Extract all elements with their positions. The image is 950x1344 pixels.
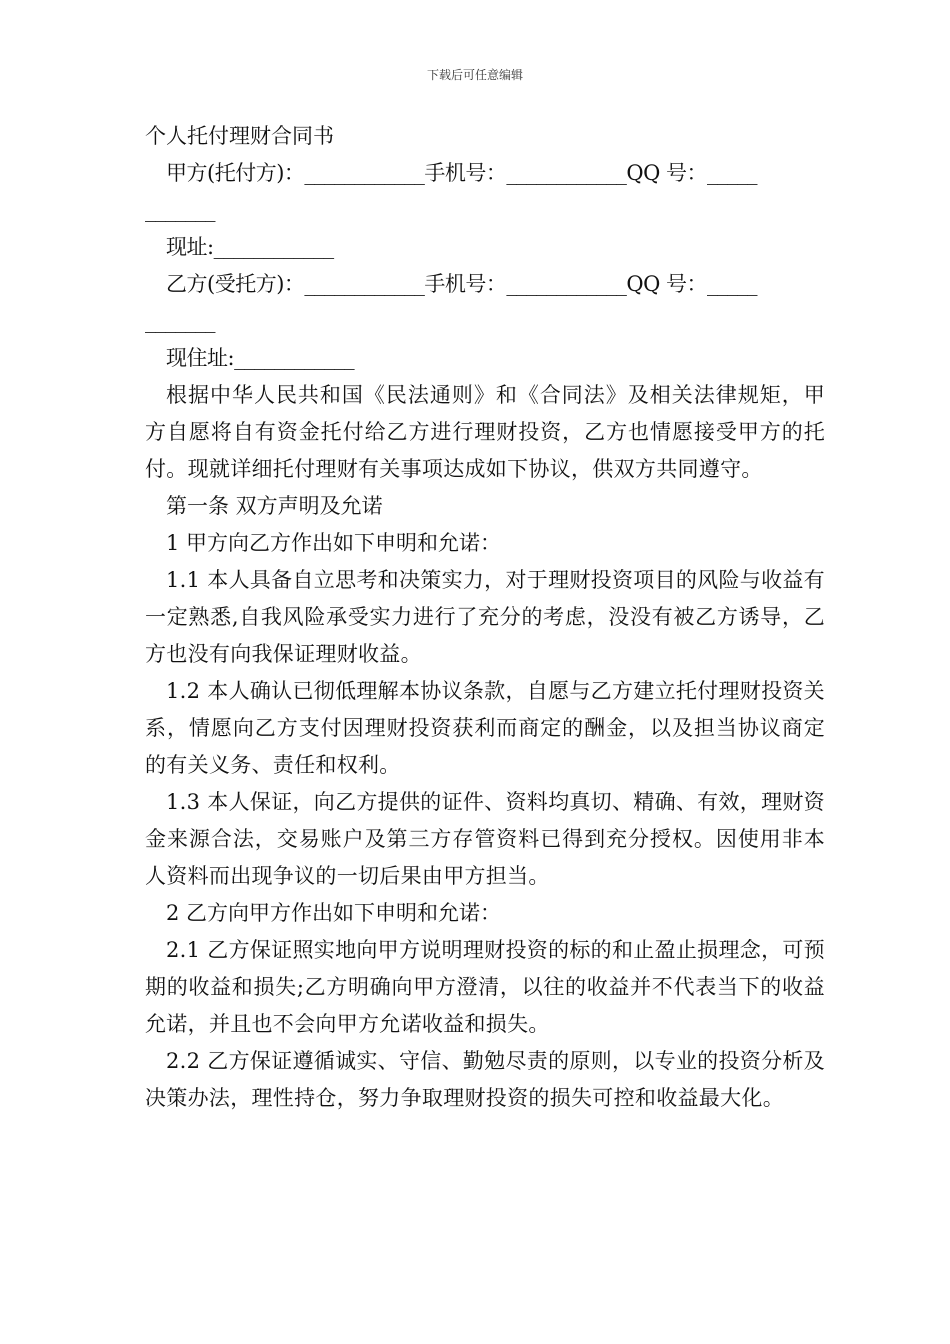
party-b-info-line: 乙方(受托方)：____________手机号：____________QQ 号：_____ <box>166 272 757 296</box>
section-2-title: 2 乙方向甲方作出如下申明和允诺： <box>166 901 502 925</box>
document-title: 个人托付理财合同书 <box>145 124 334 148</box>
intro-paragraph: 根据中华人民共和国《民法通则》和《合同法》及相关法律规矩，甲方自愿将自有资金托付给乙方进行理财投资，乙方也情愿接受甲方的托付。现就详细托付理财有关事项达成如下协议，供双方共同遵守。 <box>145 383 825 481</box>
clause-1-3: 1.3 本人保证，向乙方提供的证件、资料均真切、精确、有效，理财资金来源合法，交易账户及第三方存管资料已得到充分授权。因使用非本人资料而出现争议的一切后果由甲方担当。 <box>145 790 825 888</box>
party-b-info-continuation: _______ <box>145 309 215 333</box>
clause-2-1: 2.1 乙方保证照实地向甲方说明理财投资的标的和止盈止损理念，可预期的收益和损失;乙方明确向甲方澄清，以往的收益并不代表当下的收益允诺，并且也不会向甲方允诺收益和损失。 <box>145 938 825 1036</box>
party-a-info-line: 甲方(托付方)：____________手机号：____________QQ 号：_____ <box>166 161 757 185</box>
party-a-address-line: 现址:____________ <box>166 235 334 259</box>
party-a-info-continuation: _______ <box>145 198 215 222</box>
page-header-note: 下载后可任意编辑 <box>426 68 523 82</box>
clause-2-2: 2.2 乙方保证遵循诚实、守信、勤勉尽责的原则，以专业的投资分析及决策办法，理性持仓，努力争取理财投资的损失可控和收益最大化。 <box>145 1049 825 1110</box>
section-1-title: 1 甲方向乙方作出如下申明和允诺： <box>166 531 502 555</box>
clause-1-1: 1.1 本人具备自立思考和决策实力，对于理财投资项目的风险与收益有一定熟悉,自我风险承受实力进行了充分的考虑，没没有被乙方诱导，乙方也没有向我保证理财收益。 <box>145 568 825 666</box>
party-b-address-line: 现住址:____________ <box>166 346 355 370</box>
contract-document <box>145 118 825 1117</box>
article-1-title: 第一条 双方声明及允诺 <box>166 494 383 518</box>
clause-1-2: 1.2 本人确认已彻低理解本协议条款，自愿与乙方建立托付理财投资关系，情愿向乙方支付因理财投资获利而商定的酬金，以及担当协议商定的有关义务、责任和权利。 <box>145 679 825 777</box>
